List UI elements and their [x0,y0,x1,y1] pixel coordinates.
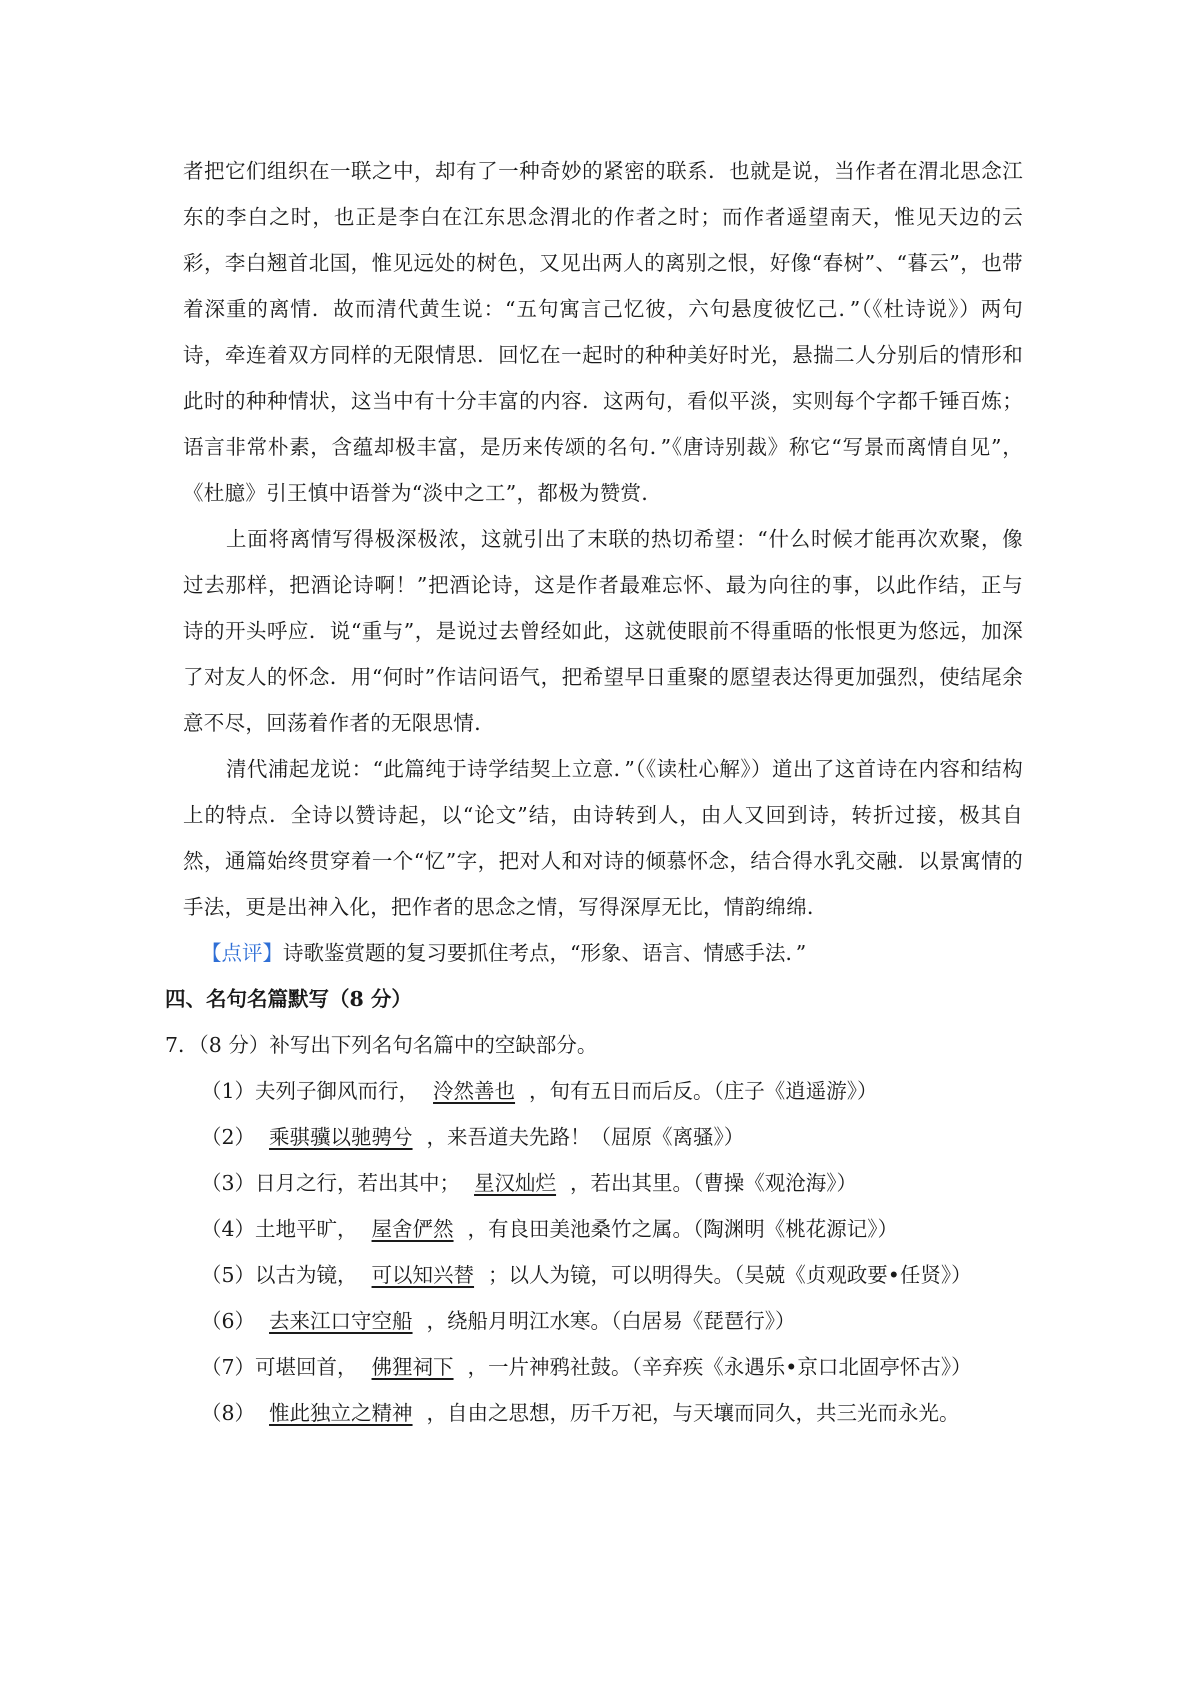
item-answer: 乘骐骥以驰骋兮 [269,1125,413,1149]
item-number: （2） [201,1125,256,1149]
section-title: 四、名句名篇默写（8 分） [165,987,412,1011]
item-number: （7） [201,1355,256,1379]
fill-item-7 [183,1344,1023,1390]
item-number: （6） [201,1309,256,1333]
item-number: （5） [201,1263,256,1287]
item-answer: 星汉灿烂 [474,1171,557,1195]
question-stem: 7．（8 分）补写出下列名句名篇中的空缺部分。 [165,1033,598,1057]
item-after: ，旬有五日而后反。（庄子《逍遥游》） [529,1079,878,1103]
item-answer: 佛狸祠下 [371,1355,454,1379]
item-answer: 去来江口守空船 [269,1309,413,1333]
review-line [183,930,1023,976]
analysis-paragraph-2: 上面将离情写得极深极浓，这就引出了末联的热切希望：“什么时候才能再次欢聚，像过去那样，把酒论诗啊！”把酒论诗，这是作者最难忘怀、最为向往的事，以此作结，正与诗的开头呼应．说“重与”，是说过去曾经如此，这就使眼前不得重晤的怅恨更为悠远，加深了对友人的怀念．用“何时”作诘问语气，把希望早日重聚的愿望表达得更加强烈，使结尾余意不尽，回荡着作者的无限思情． [183,527,1023,735]
item-number: （8） [201,1401,256,1425]
fill-item-1 [183,1068,1023,1114]
item-after: ，若出其里。（曹操《观沧海》） [570,1171,858,1195]
item-answer: 泠然善也 [433,1079,516,1103]
fill-item-6 [183,1298,1023,1344]
item-before: 土地平旷， [255,1217,358,1241]
fill-in-items [183,1068,1023,1436]
item-before: 可堪回首， [255,1355,358,1379]
item-answer: 可以知兴替 [371,1263,475,1287]
analysis-paragraph-1: 者把它们组织在一联之中，却有了一种奇妙的紧密的联系．也就是说，当作者在渭北思念江东的李白之时，也正是李白在江东思念渭北的作者之时；而作者遥望南天，惟见天边的云彩，李白翘首北国，惟见远处的树色，又见出两人的离别之恨，好像“春树”、“暮云”，也带着深重的离情．故而清代黄生说：“五句寓言己忆彼，六句悬度彼忆己．”（《杜诗说》）两句诗，牵连着双方同样的无限情思．回忆在一起时的种种美好时光，悬揣二人分别后的情形和此时的种种情状，这当中有十分丰富的内容．这两句，看似平淡，实则每个字都千锤百炼；语言非常朴素，含蕴却极丰富，是历来传颂的名句．”《唐诗别裁》称它“写景而离情自见”，《杜臆》引王慎中语誉为“淡中之工”，都极为赞赏． [183,159,1023,505]
item-number: （1） [201,1079,256,1103]
item-after: ，绕船月明江水寒。（白居易《琵琶行》） [426,1309,796,1333]
item-answer: 屋舍俨然 [371,1217,454,1241]
item-after: ，来吾道夫先路！（屈原《离骚》） [426,1125,745,1149]
fill-item-8 [183,1390,1023,1436]
item-answer: 惟此独立之精神 [269,1401,413,1425]
item-before: 夫列子御风而行， [255,1079,420,1103]
item-after: ，自由之思想，历千万祀，与天壤而同久，共三光而永光。 [426,1401,960,1425]
item-before: 以古为镜， [255,1263,358,1287]
fill-item-2 [183,1114,1023,1160]
review-text: 诗歌鉴赏题的复习要抓住考点，“形象、语言、情感手法．” [283,941,807,965]
item-after: ，一片神鸦社鼓。（辛弃疾《永遇乐•京口北固亭怀古》） [467,1355,972,1379]
fill-item-5 [183,1252,1023,1298]
fill-item-3 [183,1160,1023,1206]
item-number: （3） [201,1171,256,1195]
review-label: 【点评】 [201,941,283,965]
item-number: （4） [201,1217,256,1241]
analysis-paragraph-3: 清代浦起龙说：“此篇纯于诗学结契上立意．”（《读杜心解》）道出了这首诗在内容和结构上的特点．全诗以赞诗起，以“论文”结，由诗转到人，由人又回到诗，转折过接，极其自然，通篇始终贯穿着一个“忆”字，把对人和对诗的倾慕怀念，结合得水乳交融．以景寓情的手法，更是出神入化，把作者的思念之情，写得深厚无比，情韵绵绵． [183,757,1023,919]
item-after: ；以人为镜，可以明得失。（吴兢《贞观政要•任贤》） [488,1263,972,1287]
item-after: ，有良田美池桑竹之属。（陶渊明《桃花源记》） [467,1217,899,1241]
fill-item-4 [183,1206,1023,1252]
item-before: 日月之行，若出其中； [255,1171,461,1195]
document-body [165,148,1023,1436]
